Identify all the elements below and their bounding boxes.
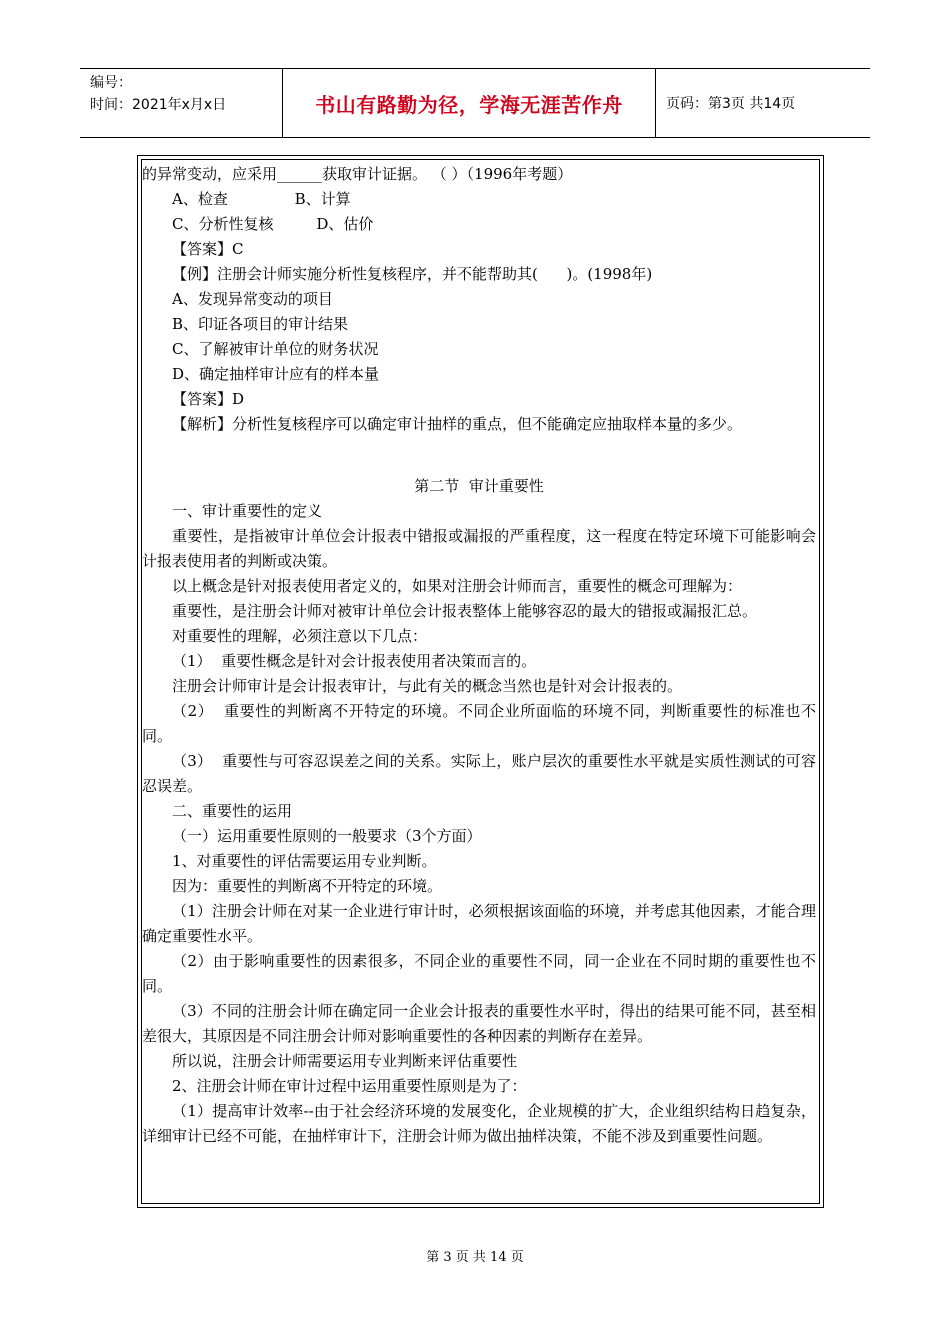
section-title: 第二节 审计重要性 — [414, 477, 544, 495]
paragraph: 所以说，注册会计师需要运用专业判断来评估重要性 — [172, 1052, 518, 1070]
content-frame — [137, 155, 824, 1208]
option-d: D、确定抽样审计应有的样本量 — [172, 365, 380, 383]
paragraph: （3）不同的注册会计师在确定同一企业会计报表的重要性水平时，得出的结果可能不同，甚至相差很大，其原因是不同注册会计师对影响重要性的各种因素的判断存在差异。 — [142, 1002, 816, 1045]
header-motto: 书山有路勤为径，学海无涯苦作舟 — [282, 69, 656, 137]
options-line-ab: A、检查 B、计算 — [172, 190, 351, 208]
paragraph: （3） 重要性与可容忍误差之间的关系。实际上，账户层次的重要性水平就是实质性测试的可容忍误差。 — [142, 752, 816, 795]
option-a: A、发现异常变动的项目 — [172, 290, 333, 308]
paragraph: （1）注册会计师在对某一企业进行审计时，必须根据该面临的环境，并考虑其他因素，才能合理确定重要性水平。 — [142, 902, 816, 945]
page-footer: 第 3 页 共 14 页 — [426, 1250, 524, 1265]
example-question: 【例】注册会计师实施分析性复核程序，并不能帮助其( )。(1998年) — [172, 265, 653, 283]
paragraph: （2）由于影响重要性的因素很多，不同企业的重要性不同，同一企业在不同时期的重要性也不同。 — [142, 952, 816, 995]
document-body — [142, 162, 816, 1149]
question-stem-line: 的异常变动，应采用______获取审计证据。 （ ）（1996年考题） — [142, 165, 573, 183]
paragraph: 重要性，是指被审计单位会计报表中错报或漏报的严重程度，这一程度在特定环境下可能影响会计报表使用者的判断或决策。 — [142, 527, 816, 570]
paragraph: 二、重要性的运用 — [172, 802, 293, 820]
answer-line-2: 【答案】D — [172, 390, 245, 408]
paragraph: 重要性，是注册会计师对被审计单位会计报表整体上能够容忍的最大的错报或漏报汇总。 — [172, 602, 758, 620]
paragraph: 2、注册会计师在审计过程中运用重要性原则是为了： — [172, 1077, 527, 1095]
header-meta — [80, 69, 282, 137]
paragraph: 1、对重要性的评估需要运用专业判断。 — [172, 852, 437, 870]
options-line-cd: C、分析性复核 D、估价 — [172, 215, 374, 233]
paragraph: （一）运用重要性原则的一般要求（3个方面） — [172, 827, 482, 845]
spacer — [142, 437, 816, 474]
paragraph: 以上概念是针对报表使用者定义的，如果对注册会计师而言，重要性的概念可理解为： — [172, 577, 743, 595]
paragraph: （1） 重要性概念是针对会计报表使用者决策而言的。 — [172, 652, 537, 670]
page-header — [80, 68, 870, 138]
header-page-info: 页码：第3页 共14页 — [666, 96, 796, 112]
answer-line: 【答案】C — [172, 240, 244, 258]
paragraph: 对重要性的理解，必须注意以下几点： — [172, 627, 428, 645]
option-b: B、印证各项目的审计结果 — [172, 315, 349, 333]
analysis-line: 【解析】分析性复核程序可以确定审计抽样的重点，但不能确定应抽取样本量的多少。 — [172, 415, 743, 433]
option-c: C、了解被审计单位的财务状况 — [172, 340, 379, 358]
paragraph: 一、审计重要性的定义 — [172, 502, 323, 520]
paragraph: （2） 重要性的判断离不开特定的环境。不同企业所面临的环境不同，判断重要性的标准也不同。 — [142, 702, 816, 745]
time-label: 时间：2021年x月x日 — [90, 97, 227, 113]
number-label: 编号： — [90, 75, 132, 91]
paragraph: （1）提高审计效率--由于社会经济环境的发展变化，企业规模的扩大，企业组织结构日趋复杂，详细审计已经不可能，在抽样审计下，注册会计师为做出抽样决策，不能不涉及到重要性问题。 — [142, 1102, 816, 1145]
paragraph: 因为：重要性的判断离不开特定的环境。 — [172, 877, 443, 895]
paragraph: 注册会计师审计是会计报表审计，与此有关的概念当然也是针对会计报表的。 — [172, 677, 683, 695]
